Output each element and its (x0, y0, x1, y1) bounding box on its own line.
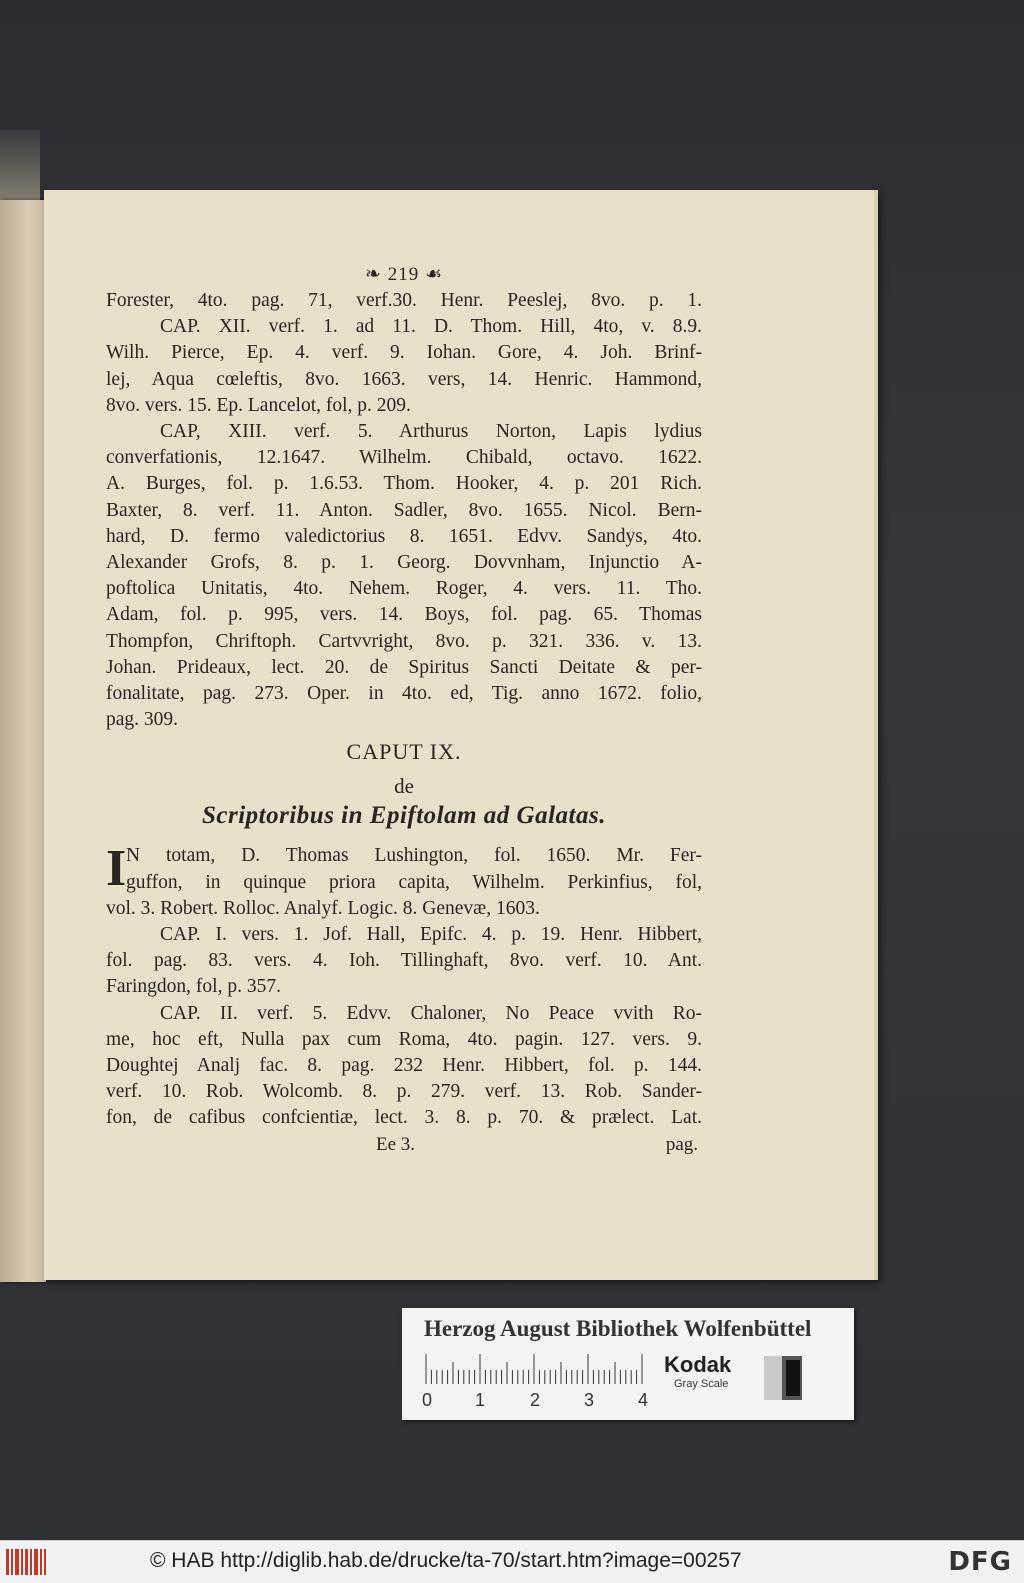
text-line: lej, Aqua cœleftis, 8vo. 1663. vers, 14. Henric. Hammond, (106, 368, 702, 390)
library-label-title: Herzog August Bibliothek Wolfenbüttel (424, 1316, 812, 1341)
ruler-number: 4 (638, 1390, 649, 1410)
caput-subtitle: Scriptoribus in Epiftolam ad Galatas. (202, 802, 606, 830)
dropcap-letter: I (106, 840, 127, 898)
text-line: fol. pag. 83. vers. 4. Ioh. Tillinghaft, 8vo. verf. 10. Ant. (106, 950, 702, 972)
text-lines-bottom (106, 896, 702, 1132)
left-page-edge (0, 200, 46, 1282)
kodak-brand: Kodak (664, 1352, 732, 1377)
text-line: Doughtej Analj fac. 8. pag. 232 Henr. Hibbert, fol. p. 144. (106, 1055, 702, 1077)
text-lines-top (106, 288, 702, 733)
page-footer-line (106, 1132, 702, 1158)
text-line: CAP. I. vers. 1. Jof. Hall, Epifc. 4. p. 19. Henr. Hibbert, (160, 924, 702, 946)
text-line: Forester, 4to. pag. 71, verf.30. Henr. Peeslej, 8vo. p. 1. (106, 290, 702, 311)
text-line: verf. 10. Rob. Wolcomb. 8. p. 279. verf. 13. Rob. Sander- (106, 1081, 702, 1103)
gray-swatch-dark (786, 1360, 800, 1396)
text-line: vol. 3. Robert. Rolloc. Analyf. Logic. 8. Genevæ, 1603. (106, 897, 540, 919)
grayscale-label: Gray Scale (674, 1378, 729, 1390)
text-line: A. Burges, fol. p. 1.6.53. Thom. Hooker, 4. p. 201 Rich. (106, 473, 702, 495)
text-line: fonalitate, pag. 273. Oper. in 4to. ed, Tig. anno 1672. folio, (106, 683, 702, 705)
page-number: ❧ 219 ☙ (365, 264, 443, 285)
ruler-scale (422, 1354, 652, 1384)
text-line: converfationis, 12.1647. Wilhelm. Chibald, octavo. 1622. (106, 447, 702, 469)
dfg-logo: DFG (948, 1547, 1012, 1577)
text-line: CAP, XIII. verf. 5. Arthurus Norton, Lapis lydius (160, 421, 702, 443)
text-line: N totam, D. Thomas Lushington, fol. 1650. Mr. Fer- (126, 845, 702, 867)
caput-de: de (394, 774, 414, 799)
text-line: fon, de cafibus confcientiæ, lect. 3. 8. p. 70. & prælect. Lat. (106, 1107, 702, 1129)
ruler-number: 3 (584, 1390, 595, 1410)
text-line: Alexander Grofs, 8. p. 1. Georg. Dovvnham, Injunctio A- (106, 552, 702, 574)
text-line: Faringdon, fol, p. 357. (106, 976, 281, 998)
dropcap-paragraph (106, 840, 702, 898)
copyright-url: © HAB http://diglib.hab.de/drucke/ta-70/start.htm?image=00257 (150, 1549, 742, 1572)
catchword: pag. (665, 1133, 698, 1155)
footer-bar (0, 1540, 1024, 1583)
ruler-number: 1 (475, 1390, 486, 1410)
text-line: Wilh. Pierce, Ep. 4. verf. 9. Iohan. Gore, 4. Joh. Brinf- (106, 342, 702, 364)
signature-mark: Ee 3. (376, 1133, 416, 1155)
caput-title: CAPUT IX. (346, 739, 462, 765)
text-line: Johan. Prideaux, lect. 20. de Spiritus Sancti Deitate & per- (106, 656, 702, 678)
gray-swatch-light (764, 1356, 782, 1400)
text-line: CAP. II. verf. 5. Edvv. Chaloner, No Peace vvith Ro- (160, 1002, 702, 1024)
page-number-value: 219 (387, 264, 420, 285)
text-line: Adam, fol. p. 995, vers. 14. Boys, fol. pag. 65. Thomas (106, 604, 702, 626)
text-line: CAP. XII. verf. 1. ad 11. D. Thom. Hill, 4to, v. 8.9. (160, 316, 702, 338)
ruler-number: 2 (530, 1390, 541, 1410)
ruler-number: 0 (422, 1390, 433, 1410)
left-page-shadow (0, 130, 40, 210)
text-line: guffon, in quinque priora capita, Wilhelm. Perkinfius, fol, (126, 871, 702, 893)
text-line: hard, D. fermo valedictorius 8. 1651. Edvv. Sandys, 4to. (106, 525, 702, 547)
library-label-card (402, 1308, 854, 1420)
page-text (106, 262, 702, 1158)
text-line: me, hoc eft, Nulla pax cum Roma, 4to. pagin. 127. vers. 9. (106, 1028, 702, 1050)
text-line: 8vo. vers. 15. Ep. Lancelot, fol, p. 209. (106, 394, 411, 416)
text-line: Baxter, 8. verf. 11. Anton. Sadler, 8vo. 1655. Nicol. Bern- (106, 499, 702, 521)
text-line: Thompfon, Chriftoph. Cartvvright, 8vo. p. 321. 336. v. 13. (106, 630, 702, 652)
text-line: poftolica Unitatis, 4to. Nehem. Roger, 4. vers. 11. Tho. (106, 578, 702, 600)
barcode-icon (6, 1549, 46, 1575)
text-line: pag. 309. (106, 709, 179, 731)
